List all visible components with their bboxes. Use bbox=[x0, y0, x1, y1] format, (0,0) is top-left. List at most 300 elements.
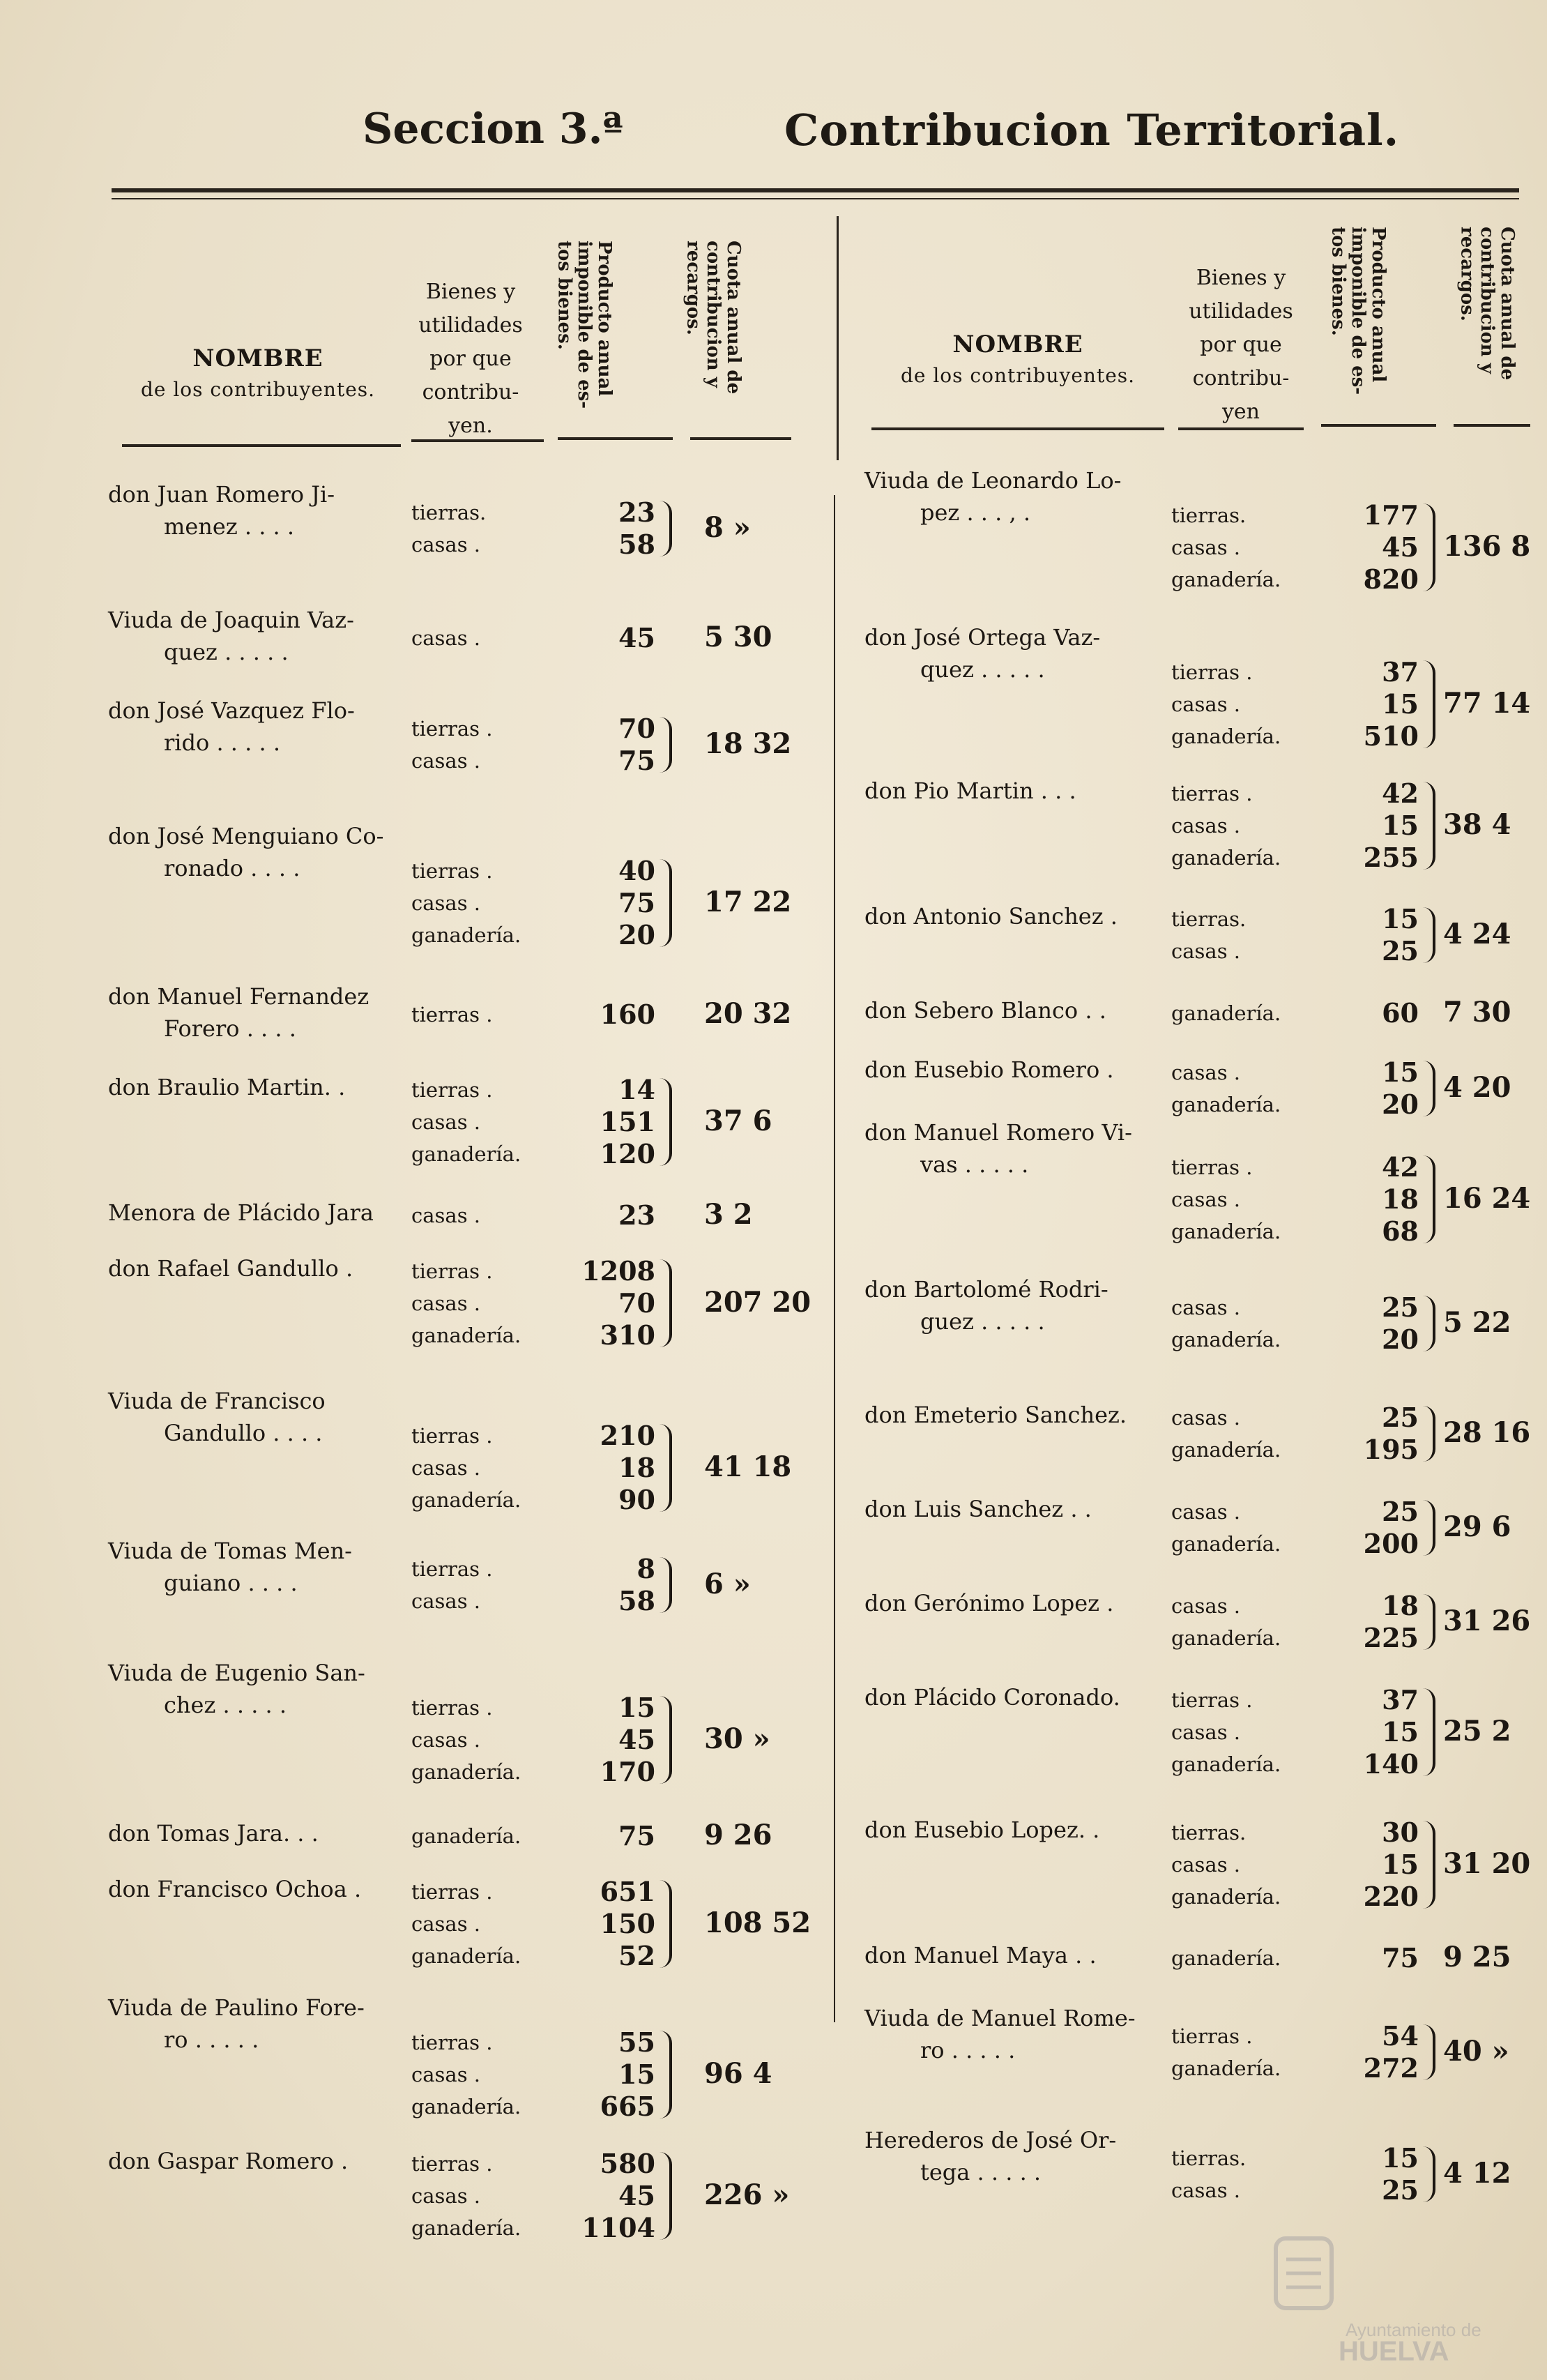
property-type: casas . bbox=[411, 1456, 481, 1480]
grouping-brace bbox=[1423, 1155, 1435, 1243]
taxable-value: 40 bbox=[618, 855, 655, 886]
taxable-values bbox=[558, 1255, 655, 1351]
taxable-values bbox=[1321, 1291, 1419, 1356]
taxable-value: 58 bbox=[618, 529, 655, 560]
taxable-value: 15 bbox=[1382, 2142, 1419, 2174]
contributor-name: don Francisco Ochoa . bbox=[108, 1876, 362, 1902]
taxable-value: 42 bbox=[1382, 778, 1419, 809]
taxable-value: 651 bbox=[600, 1876, 655, 1907]
taxable-values bbox=[558, 999, 655, 1031]
property-type: casas . bbox=[1171, 939, 1241, 963]
property-types bbox=[1171, 778, 1281, 874]
property-type: ganadería. bbox=[1171, 725, 1281, 748]
property-type: casas . bbox=[411, 2063, 481, 2086]
contributor-name: don Gerónimo Lopez . bbox=[864, 1590, 1114, 1616]
taxable-value: 37 bbox=[1382, 656, 1419, 688]
contributor-name: don Eusebio Romero . bbox=[864, 1056, 1114, 1083]
header-rule bbox=[558, 437, 673, 440]
property-type: tierras. bbox=[411, 501, 487, 524]
header-rule bbox=[690, 437, 791, 440]
header-rule bbox=[1454, 424, 1530, 427]
taxable-value: 75 bbox=[618, 1820, 655, 1851]
header-rule bbox=[871, 427, 1164, 430]
taxable-values bbox=[558, 2026, 655, 2123]
taxable-value: 210 bbox=[600, 1420, 655, 1451]
contributor-name: don Manuel Romero Vi- bbox=[864, 1119, 1132, 1146]
grouping-brace bbox=[1423, 1061, 1435, 1116]
taxable-value: 54 bbox=[1382, 2020, 1419, 2052]
grouping-brace bbox=[1423, 907, 1435, 963]
property-type: casas . bbox=[1171, 1853, 1241, 1877]
annual-quota: 77 14 bbox=[1443, 687, 1531, 720]
annual-quota: 226 » bbox=[704, 2178, 790, 2211]
property-type: tierras . bbox=[1171, 782, 1253, 805]
property-type: ganadería. bbox=[1171, 1438, 1281, 1462]
grouping-brace bbox=[660, 859, 672, 947]
taxable-value: 30 bbox=[1382, 1817, 1419, 1848]
property-type: casas . bbox=[1171, 1500, 1241, 1524]
header-rule bbox=[122, 444, 401, 447]
grouping-brace bbox=[1423, 1821, 1435, 1909]
taxable-value: 58 bbox=[618, 1585, 655, 1616]
property-type: tierras . bbox=[411, 1424, 493, 1448]
contributor-name: quez . . . . . bbox=[920, 656, 1045, 683]
contributor-name: tega . . . . . bbox=[920, 2159, 1042, 2185]
property-types bbox=[1171, 1942, 1281, 1974]
property-type: casas . bbox=[1171, 1594, 1241, 1618]
contributor-name: Menora de Plácido Jara bbox=[108, 1199, 374, 1226]
contributor-name: Viuda de Paulino Fore- bbox=[108, 1994, 365, 2021]
contributor-name: Viuda de Francisco bbox=[108, 1388, 326, 1414]
taxable-value: 195 bbox=[1363, 1434, 1419, 1465]
property-type: tierras . bbox=[411, 1078, 493, 1102]
property-types bbox=[1171, 1590, 1281, 1654]
taxable-value: 510 bbox=[1363, 720, 1419, 752]
property-types bbox=[411, 622, 480, 654]
contributor-name: vas . . . . . bbox=[920, 1151, 1029, 1178]
grouping-brace bbox=[660, 1259, 672, 1347]
annual-quota: 18 32 bbox=[704, 727, 792, 760]
annual-quota: 31 20 bbox=[1443, 1847, 1531, 1880]
property-type: ganadería. bbox=[1171, 1946, 1281, 1970]
taxable-value: 1104 bbox=[581, 2212, 655, 2243]
taxable-value: 37 bbox=[1382, 1684, 1419, 1715]
property-type: tierras . bbox=[411, 2152, 493, 2176]
taxable-value: 15 bbox=[1382, 688, 1419, 720]
contributor-name: Forero . . . . bbox=[164, 1015, 296, 1042]
grouping-brace bbox=[660, 1078, 672, 1166]
grouping-brace bbox=[1423, 2146, 1435, 2202]
property-type: casas . bbox=[1171, 2178, 1241, 2202]
annual-quota: 9 26 bbox=[704, 1819, 772, 1851]
bienes-header-right: Bienes y utilidades por que contribu- yen bbox=[1189, 266, 1293, 424]
annual-quota: 136 8 bbox=[1443, 530, 1531, 563]
property-type: ganadería. bbox=[1171, 1220, 1281, 1243]
property-types bbox=[411, 1553, 492, 1617]
taxable-values bbox=[1321, 997, 1419, 1029]
property-types bbox=[411, 1074, 521, 1170]
grouping-brace bbox=[1423, 2024, 1435, 2080]
taxable-values bbox=[1321, 499, 1419, 596]
taxable-value: 68 bbox=[1382, 1215, 1419, 1247]
annual-quota: 4 20 bbox=[1443, 1071, 1511, 1104]
taxable-value: 225 bbox=[1363, 1622, 1419, 1653]
property-types bbox=[1171, 1684, 1281, 1780]
property-type: ganadería. bbox=[411, 1142, 521, 1166]
property-type: tierras . bbox=[1171, 660, 1253, 684]
contributor-name: don José Vazquez Flo- bbox=[108, 697, 355, 724]
top-rule-thin bbox=[112, 198, 1519, 199]
property-types bbox=[411, 999, 492, 1031]
taxable-value: 90 bbox=[618, 1484, 655, 1515]
property-types bbox=[1171, 903, 1246, 967]
taxable-values bbox=[1321, 1151, 1419, 1248]
contributor-name: don Tomas Jara. . . bbox=[108, 1820, 319, 1847]
taxable-values bbox=[558, 622, 655, 654]
property-types bbox=[1171, 1817, 1281, 1913]
property-type: tierras . bbox=[411, 717, 493, 741]
taxable-values bbox=[558, 2148, 655, 2244]
property-type: tierras . bbox=[411, 1259, 493, 1283]
taxable-value: 18 bbox=[1382, 1590, 1419, 1621]
taxable-value: 15 bbox=[618, 2059, 655, 2090]
column-separator bbox=[834, 495, 835, 2022]
contributor-name: don Emeterio Sanchez. bbox=[864, 1402, 1127, 1428]
taxable-value: 580 bbox=[600, 2148, 655, 2179]
taxable-value: 75 bbox=[1382, 1942, 1419, 1973]
property-types bbox=[1171, 499, 1281, 596]
taxable-values bbox=[1321, 903, 1419, 967]
annual-quota: 108 52 bbox=[704, 1907, 811, 1939]
taxable-value: 45 bbox=[1382, 531, 1419, 563]
property-types bbox=[1171, 1402, 1281, 1466]
property-types bbox=[411, 713, 492, 777]
taxable-value: 60 bbox=[1382, 997, 1419, 1029]
property-type: tierras . bbox=[411, 859, 493, 883]
property-type: ganadería. bbox=[411, 923, 521, 947]
contributor-name: don Antonio Sanchez . bbox=[864, 903, 1118, 930]
contributor-name: ro . . . . . bbox=[164, 2026, 259, 2053]
property-types bbox=[1171, 997, 1281, 1029]
taxable-value: 23 bbox=[618, 1199, 655, 1231]
property-types bbox=[1171, 2142, 1246, 2206]
taxable-values bbox=[1321, 2142, 1419, 2206]
property-type: ganadería. bbox=[411, 1488, 521, 1512]
property-types bbox=[411, 1255, 521, 1351]
taxable-value: 177 bbox=[1363, 499, 1419, 531]
taxable-value: 25 bbox=[1382, 1402, 1419, 1433]
taxable-value: 55 bbox=[618, 2026, 655, 2058]
taxable-value: 70 bbox=[618, 1287, 655, 1319]
taxable-value: 15 bbox=[618, 1692, 655, 1723]
name-header: NOMBRE de los contribuyentes. bbox=[140, 344, 376, 402]
contributor-name: don Plácido Coronado. bbox=[864, 1684, 1120, 1711]
property-type: casas . bbox=[411, 1728, 481, 1752]
contributor-name: ronado . . . . bbox=[164, 855, 300, 881]
property-type: casas . bbox=[1171, 536, 1241, 559]
property-type: tierras . bbox=[411, 1557, 493, 1581]
taxable-value: 75 bbox=[618, 745, 655, 776]
property-type: ganadería. bbox=[1171, 568, 1281, 591]
property-type: ganadería. bbox=[411, 2216, 521, 2240]
property-type: ganadería. bbox=[411, 2095, 521, 2118]
huelva-seal-watermark bbox=[1234, 2231, 1481, 2367]
property-type: casas . bbox=[1171, 1188, 1241, 1211]
annual-quota: 6 » bbox=[704, 1568, 751, 1600]
contributor-name: Viuda de Manuel Rome- bbox=[864, 2005, 1136, 2031]
taxable-values bbox=[558, 1876, 655, 1972]
property-type: tierras . bbox=[1171, 2024, 1253, 2048]
taxable-values bbox=[558, 713, 655, 777]
taxable-value: 52 bbox=[618, 1940, 655, 1971]
property-type: ganadería. bbox=[411, 1944, 521, 1968]
property-type: casas . bbox=[1171, 1061, 1241, 1084]
taxable-value: 45 bbox=[618, 622, 655, 653]
taxable-value: 25 bbox=[1382, 935, 1419, 967]
taxable-value: 255 bbox=[1363, 842, 1419, 873]
contributor-name: guez . . . . . bbox=[920, 1308, 1045, 1335]
name-header-right: NOMBRE de los contribuyentes. bbox=[900, 331, 1136, 388]
taxable-values bbox=[1321, 1056, 1419, 1121]
taxable-values bbox=[558, 1820, 655, 1852]
taxable-values bbox=[558, 1692, 655, 1788]
contributor-name: Viuda de Joaquin Vaz- bbox=[108, 607, 354, 633]
grouping-brace bbox=[660, 1557, 672, 1613]
contributor-name: Gandullo . . . . bbox=[164, 1420, 323, 1446]
watermark-line-2: HUELVA bbox=[1339, 2336, 1449, 2367]
taxable-value: 25 bbox=[1382, 1291, 1419, 1323]
contributor-name: don Gaspar Romero . bbox=[108, 2148, 349, 2174]
taxable-value: 151 bbox=[600, 1106, 655, 1137]
contributor-name: don Manuel Maya . . bbox=[864, 1942, 1097, 1969]
property-type: casas . bbox=[411, 749, 481, 773]
property-type: ganadería. bbox=[1171, 846, 1281, 870]
header-rule bbox=[411, 439, 544, 442]
property-types bbox=[411, 1876, 521, 1972]
property-type: ganadería. bbox=[1171, 1001, 1281, 1025]
taxable-values bbox=[1321, 1942, 1419, 1974]
top-rule bbox=[112, 188, 1519, 192]
annual-quota: 3 2 bbox=[704, 1198, 753, 1231]
property-type: tierras. bbox=[1171, 907, 1247, 931]
taxable-value: 15 bbox=[1382, 1056, 1419, 1088]
property-types bbox=[1171, 1496, 1281, 1560]
property-type: tierras. bbox=[1171, 503, 1247, 527]
grouping-brace bbox=[1423, 1594, 1435, 1650]
taxable-value: 220 bbox=[1363, 1881, 1419, 1912]
property-types bbox=[1171, 656, 1281, 752]
property-type: ganadería. bbox=[1171, 1885, 1281, 1909]
contributor-name: chez . . . . . bbox=[164, 1692, 287, 1718]
contributor-name: Viuda de Eugenio San- bbox=[108, 1660, 365, 1686]
grouping-brace bbox=[660, 501, 672, 556]
grouping-brace bbox=[1423, 503, 1435, 591]
contributor-name: don Rafael Gandullo . bbox=[108, 1255, 353, 1282]
contributor-name: ro . . . . . bbox=[920, 2037, 1016, 2063]
property-type: casas . bbox=[1171, 692, 1241, 716]
property-types bbox=[411, 1420, 521, 1516]
property-types bbox=[411, 1820, 521, 1852]
property-type: tierras . bbox=[411, 1003, 493, 1026]
grouping-brace bbox=[1423, 660, 1435, 748]
producto-header: Producto anual imponible de es- tos bienes. bbox=[554, 241, 615, 409]
taxable-value: 45 bbox=[618, 1724, 655, 1755]
property-types bbox=[411, 855, 521, 951]
grouping-brace bbox=[1423, 1500, 1435, 1556]
contributor-name: don José Menguiano Co- bbox=[108, 823, 384, 849]
taxable-value: 140 bbox=[1363, 1748, 1419, 1780]
contributor-name: don Eusebio Lopez. . bbox=[864, 1817, 1100, 1843]
property-types bbox=[1171, 2020, 1281, 2084]
taxable-value: 820 bbox=[1363, 563, 1419, 595]
taxable-value: 200 bbox=[1363, 1528, 1419, 1559]
property-type: casas . bbox=[411, 1110, 481, 1134]
property-type: casas . bbox=[1171, 1720, 1241, 1744]
taxable-value: 120 bbox=[600, 1138, 655, 1169]
property-type: tierras. bbox=[1171, 2146, 1247, 2170]
contributor-name: don José Ortega Vaz- bbox=[864, 624, 1101, 651]
property-type: tierras. bbox=[1171, 1821, 1247, 1844]
taxable-value: 665 bbox=[600, 2091, 655, 2122]
taxable-value: 14 bbox=[618, 1074, 655, 1105]
property-type: casas . bbox=[411, 891, 481, 915]
property-type: ganadería. bbox=[411, 1824, 521, 1848]
annual-quota: 17 22 bbox=[704, 886, 792, 918]
taxable-value: 25 bbox=[1382, 2174, 1419, 2206]
taxable-values bbox=[1321, 778, 1419, 874]
taxable-value: 42 bbox=[1382, 1151, 1419, 1183]
property-type: ganadería. bbox=[411, 1324, 521, 1347]
taxable-values bbox=[558, 1553, 655, 1617]
watermark-line-1: Ayuntamiento de bbox=[1346, 2319, 1481, 2340]
taxable-value: 8 bbox=[637, 1553, 655, 1584]
property-type: tierras . bbox=[1171, 1688, 1253, 1712]
grouping-brace bbox=[660, 2152, 672, 2240]
property-type: tierras . bbox=[411, 1880, 493, 1904]
property-type: casas . bbox=[411, 533, 481, 556]
taxable-value: 20 bbox=[618, 919, 655, 950]
annual-quota: 5 30 bbox=[704, 621, 772, 653]
taxable-value: 20 bbox=[1382, 1324, 1419, 1355]
section-heading: Seccion 3.ª bbox=[363, 105, 623, 153]
taxable-value: 15 bbox=[1382, 1849, 1419, 1880]
property-types bbox=[411, 2148, 521, 2244]
property-type: ganadería. bbox=[1171, 1328, 1281, 1351]
annual-quota: 37 6 bbox=[704, 1105, 772, 1137]
taxable-value: 15 bbox=[1382, 1716, 1419, 1748]
taxable-values bbox=[558, 1074, 655, 1170]
annual-quota: 4 12 bbox=[1443, 2157, 1511, 2190]
property-type: ganadería. bbox=[1171, 1752, 1281, 1776]
contributor-name: guiano . . . . bbox=[164, 1570, 298, 1596]
cuota-header: Cuota anual de contribucion y recargos. bbox=[683, 241, 744, 394]
property-type: casas . bbox=[411, 2184, 481, 2208]
taxable-value: 170 bbox=[600, 1756, 655, 1787]
grouping-brace bbox=[660, 1424, 672, 1512]
taxable-values bbox=[1321, 1684, 1419, 1780]
annual-quota: 41 18 bbox=[704, 1450, 792, 1483]
contributor-name: don Pio Martin . . . bbox=[864, 778, 1076, 804]
taxable-value: 75 bbox=[618, 887, 655, 918]
property-types bbox=[411, 497, 486, 561]
contributor-name: Viuda de Tomas Men- bbox=[108, 1538, 352, 1564]
taxable-value: 20 bbox=[1382, 1089, 1419, 1120]
contributor-name: menez . . . . bbox=[164, 513, 295, 540]
taxable-value: 150 bbox=[600, 1908, 655, 1939]
property-type: ganadería. bbox=[1171, 1093, 1281, 1116]
annual-quota: 31 26 bbox=[1443, 1605, 1531, 1637]
property-type: casas . bbox=[411, 1204, 481, 1227]
header-rule bbox=[1178, 427, 1304, 430]
annual-quota: 96 4 bbox=[704, 2057, 772, 2090]
annual-quota: 29 6 bbox=[1443, 1510, 1511, 1543]
taxable-value: 272 bbox=[1363, 2052, 1419, 2084]
taxable-value: 18 bbox=[618, 1452, 655, 1483]
property-type: ganadería. bbox=[1171, 1626, 1281, 1650]
property-type: casas . bbox=[1171, 1406, 1241, 1430]
taxable-values bbox=[1321, 2020, 1419, 2084]
producto-header-right: Producto anual imponible de es- tos bienes. bbox=[1327, 227, 1389, 395]
annual-quota: 7 30 bbox=[1443, 996, 1511, 1029]
annual-quota: 40 » bbox=[1443, 2035, 1509, 2068]
property-type: tierras . bbox=[411, 2031, 493, 2054]
taxable-value: 310 bbox=[600, 1319, 655, 1351]
taxable-values bbox=[1321, 656, 1419, 752]
taxable-value: 45 bbox=[618, 2180, 655, 2211]
grouping-brace bbox=[660, 717, 672, 773]
property-type: ganadería. bbox=[1171, 1532, 1281, 1556]
annual-quota: 207 20 bbox=[704, 1286, 811, 1319]
contributor-name: rido . . . . . bbox=[164, 729, 280, 756]
taxable-values bbox=[1321, 1402, 1419, 1466]
property-type: ganadería. bbox=[411, 1760, 521, 1784]
bienes-header: Bienes y utilidades por que contribu- yen. bbox=[418, 280, 523, 438]
taxable-value: 160 bbox=[600, 999, 655, 1030]
taxable-value: 1208 bbox=[581, 1255, 655, 1287]
contributor-name: don Sebero Blanco . . bbox=[864, 997, 1106, 1024]
contributor-name: don Manuel Fernandez bbox=[108, 983, 369, 1010]
taxable-values bbox=[558, 1199, 655, 1231]
taxable-value: 23 bbox=[618, 497, 655, 528]
contributor-name: don Braulio Martin. . bbox=[108, 1074, 346, 1100]
taxable-values bbox=[1321, 1817, 1419, 1913]
taxable-value: 15 bbox=[1382, 903, 1419, 934]
grouping-brace bbox=[660, 1696, 672, 1784]
property-type: tierras . bbox=[411, 1696, 493, 1720]
grouping-brace bbox=[1423, 1406, 1435, 1462]
annual-quota: 9 25 bbox=[1443, 1941, 1511, 1973]
taxable-values bbox=[558, 855, 655, 951]
taxable-value: 18 bbox=[1382, 1183, 1419, 1215]
property-types bbox=[411, 1199, 480, 1231]
header-rule bbox=[1321, 424, 1436, 427]
annual-quota: 16 24 bbox=[1443, 1182, 1531, 1215]
column-separator bbox=[837, 216, 839, 460]
taxable-values bbox=[558, 1420, 655, 1516]
annual-quota: 8 » bbox=[704, 511, 751, 544]
annual-quota: 25 2 bbox=[1443, 1715, 1511, 1748]
taxable-values bbox=[1321, 1590, 1419, 1654]
annual-quota: 28 16 bbox=[1443, 1416, 1531, 1449]
property-type: tierras . bbox=[1171, 1155, 1253, 1179]
property-types bbox=[1171, 1291, 1281, 1356]
contributor-name: don Juan Romero Ji- bbox=[108, 481, 335, 508]
contributor-name: quez . . . . . bbox=[164, 639, 289, 665]
grouping-brace bbox=[660, 2031, 672, 2118]
taxable-value: 70 bbox=[618, 713, 655, 744]
taxable-values bbox=[1321, 1496, 1419, 1560]
contributor-name: Herederos de José Or- bbox=[864, 2127, 1117, 2153]
